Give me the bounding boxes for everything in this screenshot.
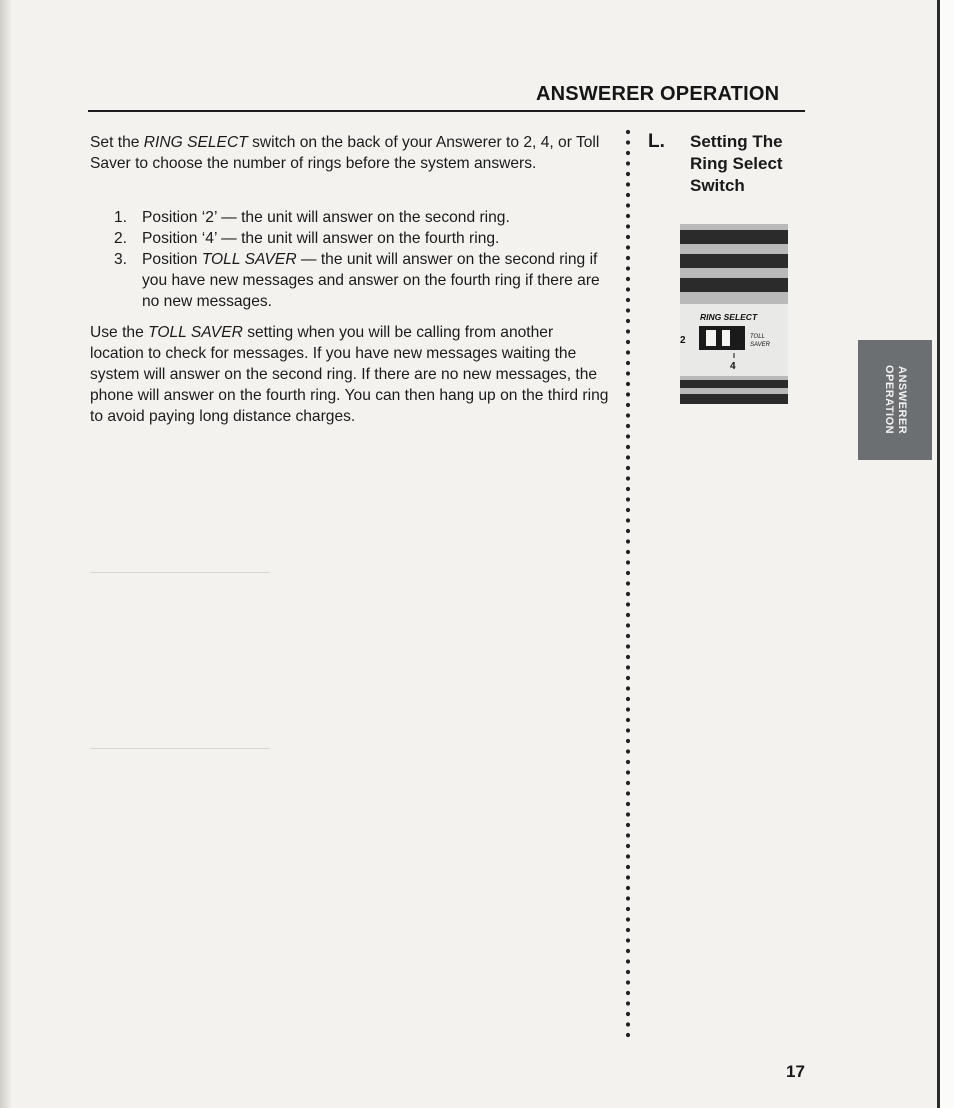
- list-item: 2. Position ‘4’ — the unit will answer on the fourth ring.: [114, 230, 500, 247]
- divider-dot: [626, 529, 630, 533]
- divider-dot: [626, 235, 630, 239]
- page-edge: [937, 0, 940, 1108]
- divider-dot: [626, 949, 630, 953]
- divider-dot: [626, 287, 630, 291]
- divider-dot: [626, 791, 630, 795]
- divider-dot: [626, 623, 630, 627]
- divider-dot: [626, 739, 630, 743]
- divider-dot: [626, 970, 630, 974]
- divider-dot: [626, 602, 630, 606]
- bleed-through-rule: [90, 748, 270, 749]
- divider-dot: [626, 980, 630, 984]
- divider-dot: [626, 466, 630, 470]
- divider-dot: [626, 203, 630, 207]
- side-tab-line2: OPERATION: [883, 365, 895, 435]
- divider-dot: [626, 592, 630, 596]
- divider-dot: [626, 917, 630, 921]
- divider-dot: [626, 728, 630, 732]
- page-header-title: ANSWERER OPERATION: [536, 83, 780, 105]
- divider-dot: [626, 676, 630, 680]
- divider-dot: [626, 1012, 630, 1016]
- divider-dot: [626, 371, 630, 375]
- divider-dot: [626, 833, 630, 837]
- list-item: 1. Position ‘2’ — the unit will answer on the second ring.: [114, 209, 510, 226]
- divider-dot: [626, 886, 630, 890]
- divider-dot: [626, 550, 630, 554]
- divider-dot: [626, 329, 630, 333]
- divider-dot: [626, 455, 630, 459]
- divider-dot: [626, 928, 630, 932]
- toll-saver-label-line2: SAVER: [750, 342, 771, 348]
- divider-dot: [626, 487, 630, 491]
- divider-dot: [626, 224, 630, 228]
- divider-dot: [626, 130, 630, 134]
- switch-position-2: 2: [680, 335, 686, 346]
- ring-select-switch-illustration: [680, 224, 788, 404]
- divider-dot: [626, 613, 630, 617]
- toll-saver-label-line1: TOLL: [750, 334, 765, 340]
- divider-dot: [626, 844, 630, 848]
- divider-dot: [626, 140, 630, 144]
- divider-dot: [626, 560, 630, 564]
- divider-dot: [626, 854, 630, 858]
- divider-dot: [626, 182, 630, 186]
- divider-dot: [626, 991, 630, 995]
- divider-dot: [626, 319, 630, 323]
- divider-dot: [626, 214, 630, 218]
- header-rule: [88, 110, 805, 112]
- section-side-tab: [858, 340, 932, 460]
- page-number: 17: [786, 1062, 805, 1081]
- divider-dot: [626, 1033, 630, 1037]
- divider-dot: [626, 581, 630, 585]
- divider-dot: [626, 161, 630, 165]
- toll-saver-paragraph: Use the TOLL SAVER setting when you will be calling from another location to check for messages. If you have new messages waiting the system will answer on the second ring. If there are no new messages, the phone will answer on the fourth ring. You can then hang up on the third ring to avoid paying long distance charges.: [90, 324, 609, 425]
- divider-dot: [626, 340, 630, 344]
- divider-dot: [626, 707, 630, 711]
- divider-dot: [626, 151, 630, 155]
- ring-select-term: RING SELECT: [143, 134, 248, 151]
- page-margin: [940, 0, 954, 1108]
- divider-dot: [626, 277, 630, 281]
- divider-dot: [626, 308, 630, 312]
- divider-dot: [626, 1022, 630, 1026]
- divider-dot: [626, 865, 630, 869]
- section-letter: L.: [648, 131, 665, 152]
- divider-dot: [626, 392, 630, 396]
- divider-dot: [626, 823, 630, 827]
- divider-dot: [626, 812, 630, 816]
- divider-dot: [626, 350, 630, 354]
- divider-dot: [626, 644, 630, 648]
- divider-dot: [626, 959, 630, 963]
- divider-dot: [626, 749, 630, 753]
- divider-dot: [626, 686, 630, 690]
- divider-dot: [626, 539, 630, 543]
- divider-dot: [626, 907, 630, 911]
- divider-dot: [626, 256, 630, 260]
- side-tab-line1: ANSWERER: [896, 365, 908, 435]
- divider-dot: [626, 1001, 630, 1005]
- divider-dot: [626, 172, 630, 176]
- divider-dot: [626, 655, 630, 659]
- divider-dot: [626, 571, 630, 575]
- divider-dot: [626, 413, 630, 417]
- divider-dot: [626, 697, 630, 701]
- divider-dot: [626, 266, 630, 270]
- divider-dot: [626, 781, 630, 785]
- divider-dot: [626, 445, 630, 449]
- divider-dot: [626, 245, 630, 249]
- divider-dot: [626, 361, 630, 365]
- divider-dot: [626, 434, 630, 438]
- divider-dot: [626, 875, 630, 879]
- divider-dot: [626, 802, 630, 806]
- ring-select-label: RING SELECT: [700, 312, 758, 322]
- divider-dot: [626, 770, 630, 774]
- divider-dot: [626, 634, 630, 638]
- divider-dot: [626, 508, 630, 512]
- dotted-column-divider: [624, 128, 632, 1038]
- divider-dot: [626, 424, 630, 428]
- divider-dot: [626, 298, 630, 302]
- divider-dot: [626, 403, 630, 407]
- list-item: 3. Position TOLL SAVER — the unit will answer on the second ring if you have new messages and answer on the fourth ring if there are no new messages.: [114, 251, 600, 310]
- divider-dot: [626, 760, 630, 764]
- switch-position-4: 4: [730, 361, 736, 372]
- divider-dot: [626, 665, 630, 669]
- bleed-through-rule: [90, 572, 270, 573]
- toll-saver-term: TOLL SAVER: [148, 324, 243, 341]
- page-binding-shadow: [0, 0, 12, 1108]
- divider-dot: [626, 718, 630, 722]
- divider-dot: [626, 476, 630, 480]
- divider-dot: [626, 382, 630, 386]
- divider-dot: [626, 193, 630, 197]
- intro-paragraph: Set the RING SELECT switch on the back of your Answerer to 2, 4, or Toll Saver to choose the number of rings before the system answers.: [90, 134, 600, 172]
- steps-list: [114, 207, 614, 312]
- section-title: Setting The Ring Select Switch: [690, 132, 783, 195]
- divider-dot: [626, 518, 630, 522]
- divider-dot: [626, 497, 630, 501]
- divider-dot: [626, 938, 630, 942]
- divider-dot: [626, 896, 630, 900]
